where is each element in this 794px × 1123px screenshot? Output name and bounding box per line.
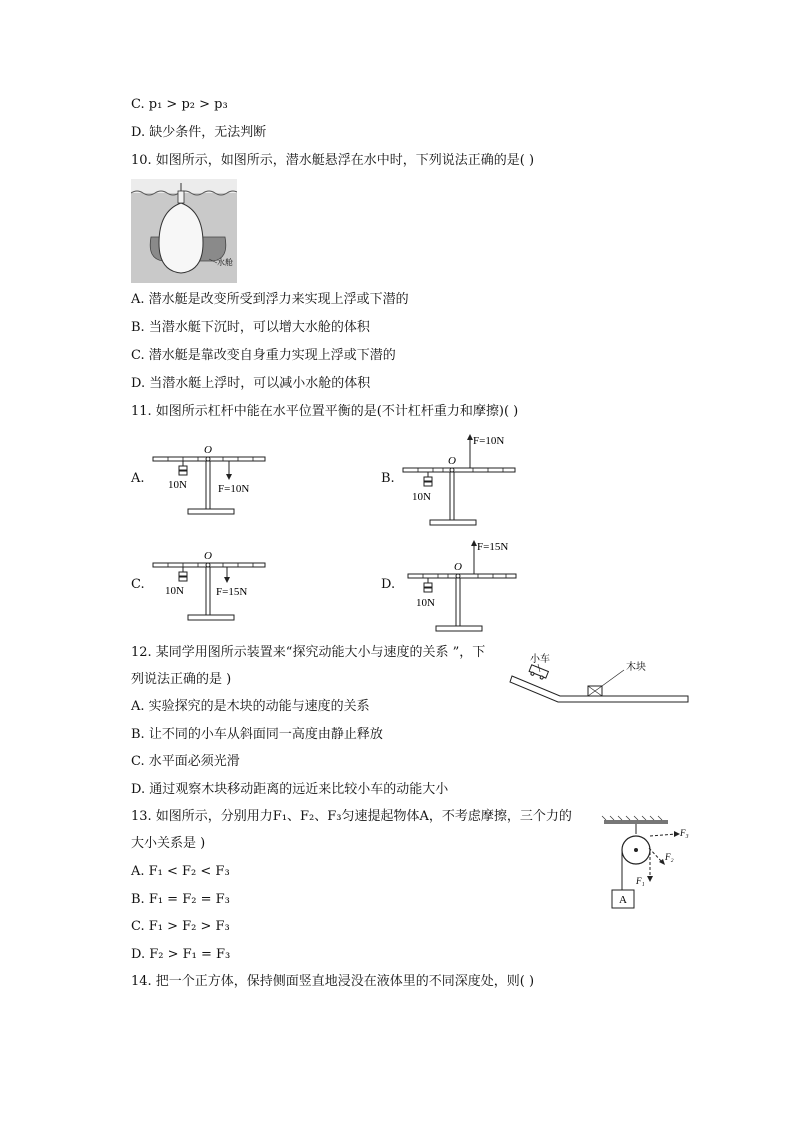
- weight-label-b: 10N: [412, 491, 431, 503]
- object-a-label: A: [619, 894, 627, 906]
- q11-stem: 11. 如图所示杠杆中能在水平位置平衡的是(不计杠杆重力和摩擦)( ): [131, 404, 519, 419]
- force-f1-label: F₁: [636, 876, 645, 886]
- q12-option-c: C. 水平面必须光滑: [131, 754, 240, 769]
- q9-option-c: C. p₁ > p₂ > p₃: [131, 97, 228, 112]
- q13-stem-line1: 13. 如图所示，分别用力F₁、F₂、F₃匀速提起物体A，不考虑摩擦，三个力的: [131, 809, 572, 824]
- weight-label-c: 10N: [165, 585, 184, 597]
- q13-option-c: C. F₁ > F₂ > F₃: [131, 919, 230, 934]
- force-label-a: F=10N: [218, 483, 250, 495]
- lever-figure-d: [398, 538, 523, 633]
- q10-option-c: C. 潜水艇是靠改变自身重力实现上浮或下潜的: [131, 348, 396, 363]
- incline-cart-figure: [508, 648, 692, 708]
- q12-option-b: B. 让不同的小车从斜面同一高度由静止释放: [131, 727, 383, 742]
- force-label-b: F=10N: [473, 435, 505, 447]
- weight-label-d: 10N: [416, 597, 435, 609]
- q10-option-d: D. 当潜水艇上浮时，可以减小水舱的体积: [131, 376, 371, 391]
- q12-option-a: A. 实验探究的是木块的动能与速度的关系: [131, 699, 370, 714]
- q9-option-d: D. 缺少条件，无法判断: [131, 125, 267, 140]
- q13-option-d: D. F₂ > F₁ = F₃: [131, 947, 231, 962]
- q14-stem: 14. 把一个正方体，保持侧面竖直地浸没在液体里的不同深度处，则( ): [131, 974, 535, 989]
- q13-stem-line2: 大小关系是 ): [131, 836, 206, 851]
- force-label-c: F=15N: [216, 586, 248, 598]
- q13-option-a: A. F₁ < F₂ < F₃: [131, 864, 230, 879]
- pivot-label-b: O: [448, 455, 456, 467]
- q12-stem-line1: 12. 某同学用图所示装置来“探究动能大小与速度的关系 ”，下: [131, 645, 486, 660]
- weight-label-a: 10N: [168, 479, 187, 491]
- submarine-figure: [131, 179, 237, 283]
- ballast-tank-label: 水舱: [217, 258, 233, 267]
- q10-option-a: A. 潜水艇是改变所受到浮力来实现上浮或下潜的: [131, 292, 409, 307]
- pulley-figure: [598, 812, 698, 914]
- pivot-label-d: O: [454, 561, 462, 573]
- cart-label: 小车: [530, 654, 550, 665]
- lever-c-label: C.: [131, 577, 145, 592]
- lever-b-label: B.: [381, 471, 395, 486]
- q12-stem-line2: 列说法正确的是 ): [131, 672, 232, 687]
- pivot-label-c: O: [204, 550, 212, 562]
- force-f2-label: F₂: [665, 852, 674, 862]
- q12-option-d: D. 通过观察木块移动距离的远近来比较小车的动能大小: [131, 782, 449, 797]
- q13-option-b: B. F₁ = F₂ = F₃: [131, 892, 230, 907]
- force-label-d: F=15N: [477, 541, 509, 553]
- lever-figure-c: [148, 546, 273, 626]
- lever-a-label: A.: [131, 471, 145, 486]
- q10-option-b: B. 当潜水艇下沉时，可以增大水舱的体积: [131, 320, 370, 335]
- block-label: 木块: [626, 662, 646, 673]
- lever-figure-b: [398, 432, 523, 527]
- force-f3-label: F₃: [680, 828, 689, 838]
- lever-figure-a: [148, 440, 273, 520]
- lever-d-label: D.: [381, 577, 396, 592]
- q10-stem: 10. 如图所示，如图所示，潜水艇悬浮在水中时，下列说法正确的是( ): [131, 153, 535, 168]
- pivot-label-a: O: [204, 444, 212, 456]
